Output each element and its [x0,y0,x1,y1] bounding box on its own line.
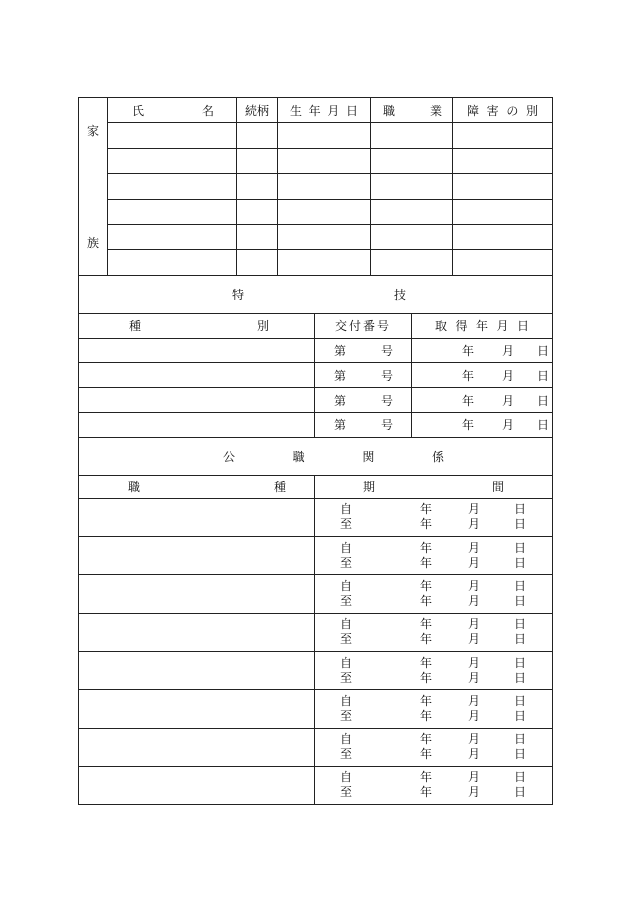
family-row [79,148,553,173]
family-side-label [79,98,108,276]
family-row [79,123,553,148]
public-row [79,651,553,689]
family-side-top: 家 [86,124,99,138]
public-row [79,613,553,651]
skills-row: 第 号 年 月 日 [79,412,553,437]
public-header-type: 職 種 [79,475,315,498]
header-job: 職 業 [371,98,453,123]
period-cell[interactable]: 自 年 月 日 至 年 月 日 [315,537,553,575]
public-row [79,537,553,575]
family-row [79,224,553,249]
skills-table [78,275,553,438]
skills-header-kind: 種 別 [79,313,315,338]
period-cell[interactable]: 自 年 月 日 至 年 月 日 [315,651,553,689]
public-row [79,575,553,613]
period-cell[interactable]: 自 年 月 日 至 年 月 日 [315,498,553,536]
family-table [78,97,553,276]
public-row [79,498,553,536]
family-row [79,250,553,275]
header-name: 氏 名 [108,98,237,123]
header-birth: 生 年 月 日 [278,98,371,123]
period-cell[interactable]: 自 年 月 日 至 年 月 日 [315,575,553,613]
public-row [79,690,553,728]
family-side-bottom: 族 [86,235,99,250]
header-relation: 続柄 [237,98,278,123]
public-title: 公 職 関 係 [79,437,553,475]
public-row [79,728,553,766]
form-sheet [78,97,552,805]
period-cell[interactable]: 自 年 月 日 至 年 月 日 [315,613,553,651]
skills-title: 特 技 [79,275,553,313]
period-cell[interactable]: 自 年 月 日 至 年 月 日 [315,766,553,804]
public-header-period: 期 間 [315,475,553,498]
skills-row: 第 号 年 月 日 [79,388,553,413]
header-disability: 障 害 の 別 [453,98,553,123]
skills-row: 第 号 年 月 日 [79,363,553,388]
public-office-table [78,437,553,805]
period-cell[interactable]: 自 年 月 日 至 年 月 日 [315,728,553,766]
family-row [79,174,553,199]
skills-row: 第 号 年 月 日 [79,338,553,363]
public-row [79,766,553,804]
skills-header-number: 交付番号 [315,313,412,338]
family-row [79,199,553,224]
skills-header-date: 取 得 年 月 日 [412,313,553,338]
period-cell[interactable]: 自 年 月 日 至 年 月 日 [315,690,553,728]
